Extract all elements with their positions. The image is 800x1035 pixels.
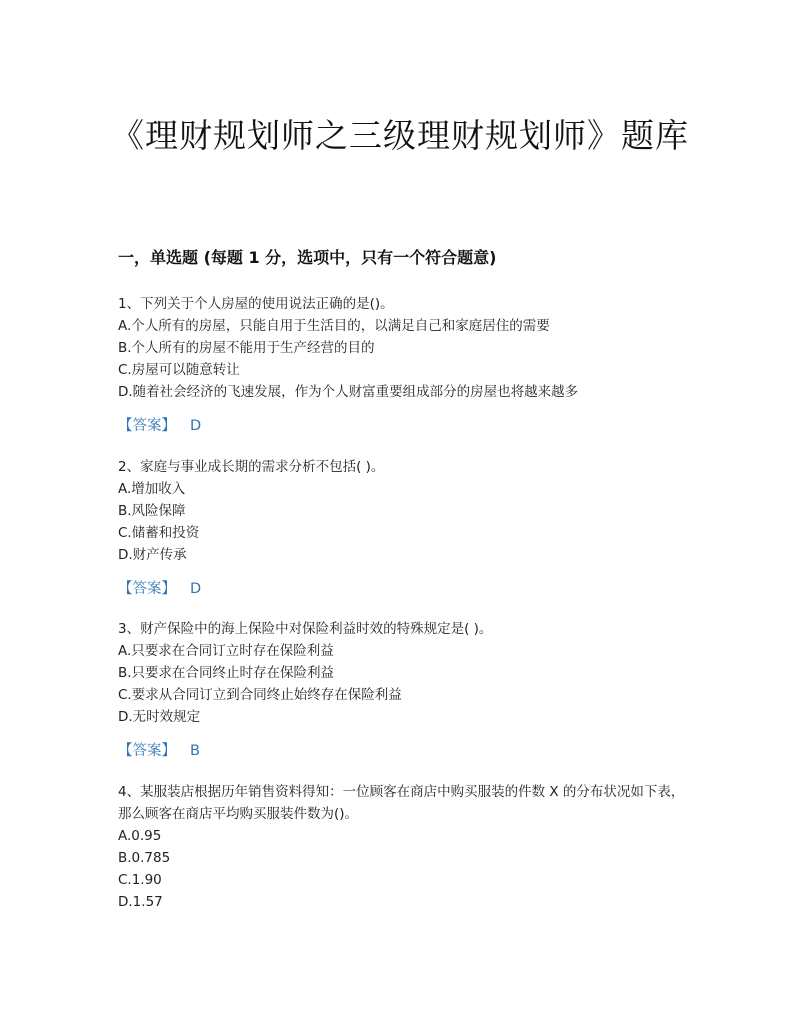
option-b: B.0.785 — [118, 850, 171, 866]
question-1 — [118, 293, 688, 437]
question-stem: 4、某服装店根据历年销售资料得知：一位顾客在商店中购买服装的件数 X 的分布状况如下表，那么顾客在商店平均购买服装件数为()。 — [118, 784, 685, 822]
option-a: A.个人所有的房屋，只能自用于生活目的，以满足自己和家庭居住的需要 — [118, 318, 550, 334]
answer-line — [118, 415, 688, 437]
answer-value: D — [190, 581, 202, 597]
option-d: D.1.57 — [118, 894, 163, 910]
option-a: A.增加收入 — [118, 481, 186, 497]
section-heading: 一，单选题 (每题 1 分，选项中，只有一个符合题意) — [118, 248, 497, 267]
answer-label: 【答案】 — [118, 743, 176, 759]
question-stem: 1、下列关于个人房屋的使用说法正确的是()。 — [118, 296, 394, 312]
question-stem: 3、财产保险中的海上保险中对保险利益时效的特殊规定是( )。 — [118, 621, 493, 637]
option-c: C.1.90 — [118, 872, 162, 888]
option-b: B.风险保障 — [118, 503, 186, 519]
answer-label: 【答案】 — [118, 581, 176, 597]
option-c: C.房屋可以随意转让 — [118, 362, 240, 378]
question-2 — [118, 456, 688, 600]
option-b: B.只要求在合同终止时存在保险利益 — [118, 665, 335, 681]
option-b: B.个人所有的房屋不能用于生产经营的目的 — [118, 340, 375, 356]
answer-value: D — [190, 418, 202, 434]
question-stem: 2、家庭与事业成长期的需求分析不包括( )。 — [118, 459, 385, 475]
document-title: 《理财规划师之三级理财规划师》题库 — [111, 116, 689, 155]
option-c: C.储蓄和投资 — [118, 525, 200, 541]
option-a: A.0.95 — [118, 828, 162, 844]
answer-line — [118, 740, 688, 762]
option-d: D.随着社会经济的飞速发展，作为个人财富重要组成部分的房屋也将越来越多 — [118, 384, 579, 400]
answer-line — [118, 578, 688, 600]
answer-label: 【答案】 — [118, 418, 176, 434]
question-3 — [118, 618, 688, 762]
option-d: D.财产传承 — [118, 547, 187, 563]
option-c: C.要求从合同订立到合同终止始终存在保险利益 — [118, 687, 402, 703]
option-d: D.无时效规定 — [118, 709, 201, 725]
option-a: A.只要求在合同订立时存在保险利益 — [118, 643, 334, 659]
question-4 — [118, 781, 688, 913]
answer-value: B — [190, 743, 200, 759]
